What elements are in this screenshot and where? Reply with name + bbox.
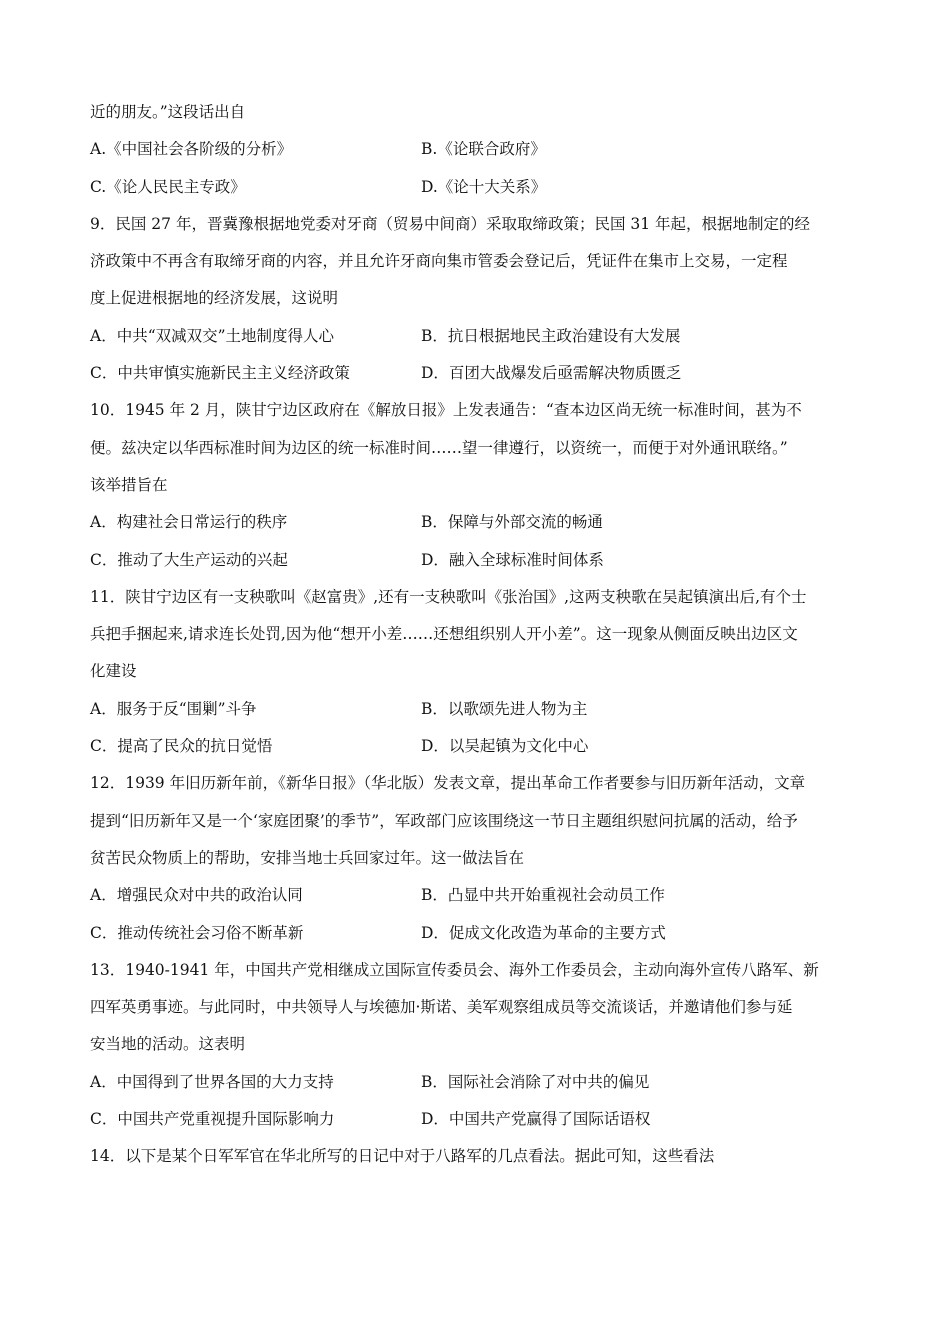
question-10-options-row-2: [90, 542, 870, 579]
question-11-option-a: A．服务于反“围剿”斗争: [90, 699, 257, 718]
question-8-option-a: A.《中国社会各阶级的分析》: [90, 140, 293, 159]
question-13-option-c: C．中国共产党重视提升国际影响力: [90, 1110, 335, 1129]
question-11-option-c: C．提高了民众的抗日觉悟: [90, 737, 273, 756]
question-12-options-row-2: [90, 915, 870, 952]
question-10-stem-line-1: 10．1945 年 2 月，陕甘宁边区政府在《解放日报》上发表通告：“查本边区尚无统一标准时间，甚为不: [90, 401, 802, 420]
question-8-options-row-2: [90, 169, 870, 206]
question-10-option-d: D．融入全球标准时间体系: [421, 550, 604, 569]
question-10-options-row-1: [90, 504, 870, 541]
question-11-stem-line-3: 化建设: [90, 662, 137, 681]
question-13-option-d: D．中国共产党赢得了国际话语权: [421, 1110, 651, 1129]
question-9-stem-line-1: 9．民国 27 年，晋冀豫根据地党委对牙商（贸易中间商）采取取缔政策；民国 31 年起，根据地制定的经: [90, 214, 811, 233]
question-13-stem-line-1: 13．1940-1941 年，中国共产党相继成立国际宣传委员会、海外工作委员会，主动向海外宣传八路军、新: [90, 960, 819, 979]
question-12-option-c: C．推动传统社会习俗不断革新: [90, 923, 304, 942]
question-9-option-d: D．百团大战爆发后亟需解决物质匮乏: [421, 364, 682, 383]
question-9-option-c: C．中共审慎实施新民主主义经济政策: [90, 364, 350, 383]
question-13-options-row-2: [90, 1101, 870, 1138]
question-11-stem-line-2: 兵把手捆起来,请求连长处罚,因为他“想开小差……还想组织别人开小差”。这一现象从侧面反映出边区文: [90, 625, 798, 644]
question-8-option-c: C.《论人民民主专政》: [90, 177, 246, 196]
question-13-stem-line-2: 四军英勇事迹。与此同时，中共领导人与埃德加·斯诺、美军观察组成员等交流谈话，并邀请他们参与延: [90, 998, 793, 1017]
question-8-option-b: B.《论联合政府》: [421, 140, 546, 159]
question-10-option-b: B．保障与外部交流的畅通: [421, 513, 603, 532]
question-9-option-b: B．抗日根据地民主政治建设有大发展: [421, 326, 681, 345]
question-9-stem-line-3: 度上促进根据地的经济发展，这说明: [90, 289, 339, 308]
question-8-option-d: D.《论十大关系》: [421, 177, 547, 196]
question-9-options-row-1: [90, 318, 870, 355]
question-9-stem-line-2: 济政策中不再含有取缔牙商的内容，并且允许牙商向集市管委会登记后，凭证件在集市上交易，一定程: [90, 252, 788, 271]
question-12-option-d: D．促成文化改造为革命的主要方式: [421, 923, 666, 942]
question-13-stem-line-3: 安当地的活动。这表明: [90, 1035, 246, 1054]
question-11-options-row-1: [90, 691, 870, 728]
question-10-option-a: A．构建社会日常运行的秩序: [90, 513, 288, 532]
question-13-options-row-1: [90, 1064, 870, 1101]
question-12-option-b: B．凸显中共开始重视社会动员工作: [421, 886, 665, 905]
question-11-options-row-2: [90, 728, 870, 765]
question-11-option-b: B．以歌颂先进人物为主: [421, 699, 588, 718]
question-11-option-d: D．以吴起镇为文化中心: [421, 737, 589, 756]
question-10-option-c: C．推动了大生产运动的兴起: [90, 550, 288, 569]
question-8-options-row-1: [90, 131, 870, 168]
exam-page: [90, 94, 870, 1176]
question-12-stem-line-2: 提到“旧历新年又是一个‘家庭团聚’的季节”，军政部门应该围绕这一节日主题组织慰问抗属的活动，给予: [90, 811, 798, 830]
question-10-stem-line-2: 便。兹决定以华西标准时间为边区的统一标准时间……望一律遵行，以资统一，而便于对外通讯联络。”: [90, 438, 788, 457]
question-12-option-a: A．增强民众对中共的政治认同: [90, 886, 303, 905]
question-12-stem-line-1: 12．1939 年旧历新年前，《新华日报》（华北版）发表文章，提出革命工作者要参与旧历新年活动，文章: [90, 774, 806, 793]
question-13-option-a: A．中国得到了世界各国的大力支持: [90, 1072, 334, 1091]
question-11-stem-line-1: 11．陕甘宁边区有一支秧歌叫《赵富贵》,还有一支秧歌叫《张治国》,这两支秧歌在吴起镇演出后,有个士: [90, 587, 807, 606]
question-9-option-a: A．中共“双减双交”土地制度得人心: [90, 326, 335, 345]
question-8-stem-tail: 近的朋友。”这段话出自: [90, 103, 246, 121]
question-13-option-b: B．国际社会消除了对中共的偏见: [421, 1072, 650, 1091]
question-10-stem-line-3: 该举措旨在: [90, 475, 168, 494]
question-9-options-row-2: [90, 355, 870, 392]
question-14-stem-line-1: 14．以下是某个日军军官在华北所写的日记中对于八路军的几点看法。据此可知，这些看法: [90, 1147, 715, 1166]
question-12-stem-line-3: 贫苦民众物质上的帮助，安排当地士兵回家过年。这一做法旨在: [90, 848, 525, 867]
question-12-options-row-1: [90, 877, 870, 914]
